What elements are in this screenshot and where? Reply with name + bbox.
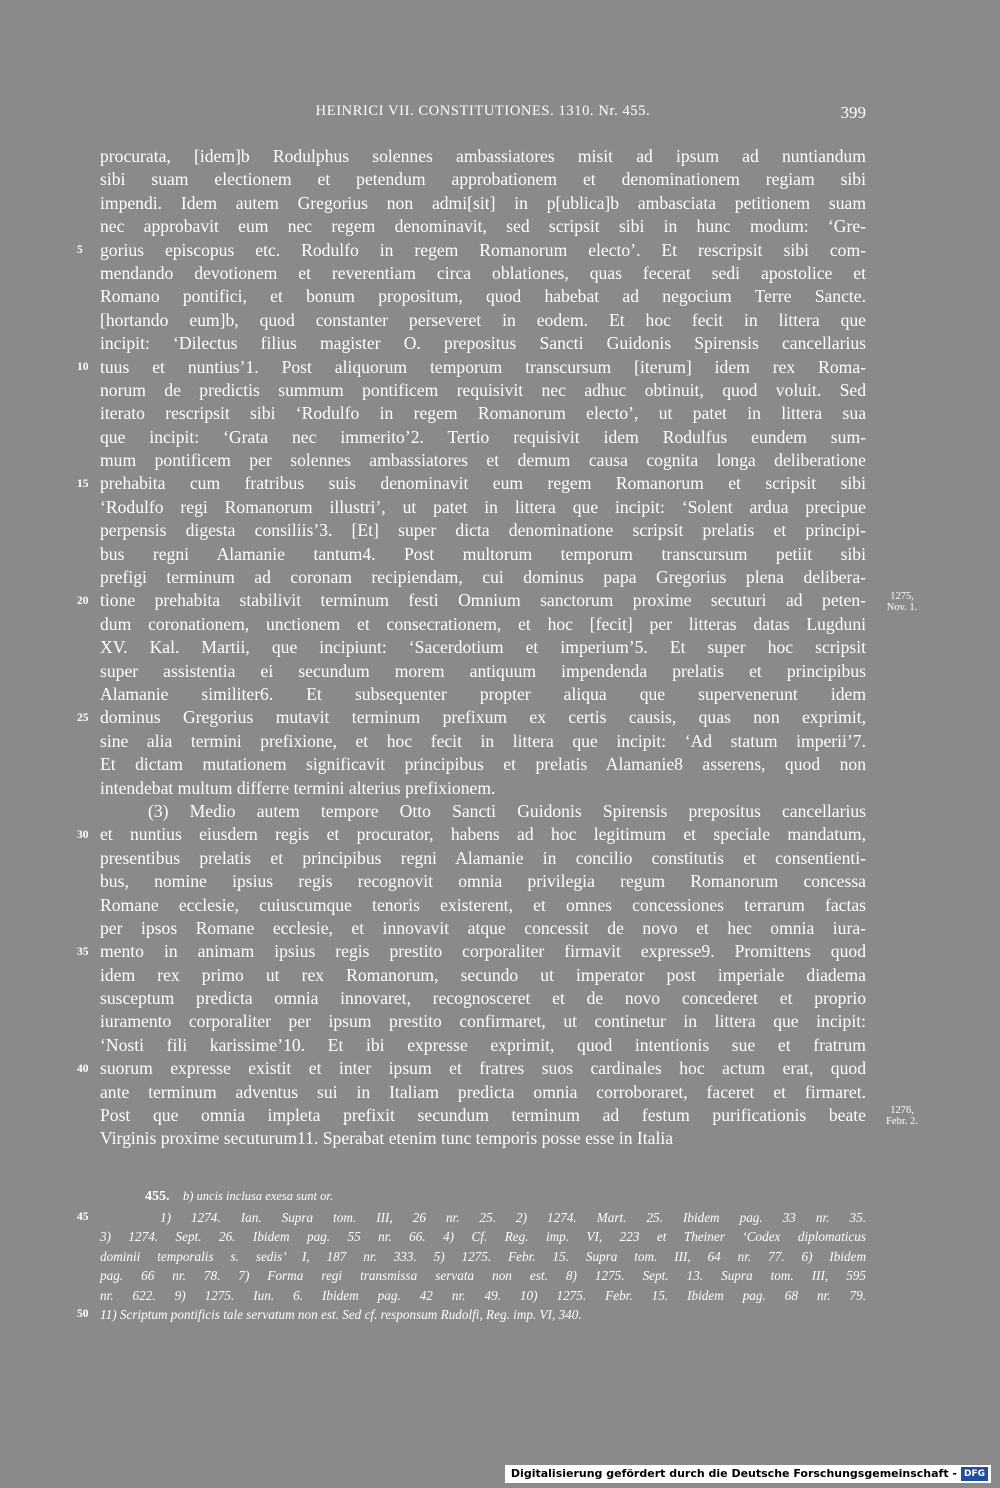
text-line: mum pontificem per solennes ambassiatores et demum causa cognita longa deliberatione — [100, 450, 866, 471]
footnote-line: nr. 622. 9) 1275. Iun. 6. Ibidem pag. 42 nr. 49. 10) 1275. Febr. 15. Ibidem pag. 68 nr. 79. — [100, 1287, 866, 1303]
text-line: super assistentia ei secundum morem antiquum impendenda prelatis et principibus — [100, 660, 866, 681]
footnote-line-number: 50 — [77, 1308, 89, 1320]
text-line: sibi suam electionem et petendum approbationem et denominationem regiam sibi — [100, 169, 866, 190]
text-line: presentibus prelatis et principibus regni Alamanie in concilio constitutis et consentienti- — [100, 847, 866, 868]
footnote-line-number: 45 — [77, 1211, 89, 1223]
margin-note-date: Febr. 2. — [886, 1116, 918, 1128]
line-number: 10 — [77, 360, 89, 373]
margin-note-year: 1275, — [890, 590, 914, 602]
text-line: Alamanie similiter6. Et subsequenter propter aliqua que supervenerunt idem — [100, 683, 866, 704]
line-number: 40 — [77, 1062, 89, 1075]
text-line: mendando devotionem et reverentiam circa oblationes, quas fecerat sedi apostolice et — [100, 262, 866, 283]
text-line: suorum expresse existit et inter ipsum et fratres suos cardinales hoc actum erat, quod — [100, 1058, 866, 1079]
text-line: per ipsos Romane ecclesie, et innovavit atque concessit de novo et hec omnia iura- — [100, 917, 866, 938]
page-header — [100, 99, 866, 127]
text-line: intendebat multum differre termini alterius prefixionem. — [100, 777, 496, 798]
text-line: dominus Gregorius mutavit terminum prefixum ex certis causis, quas non exprimit, — [100, 707, 866, 728]
text-line: norum de predictis summum pontificem requisivit nec adhuc obtinuit, quod voluit. Sed — [100, 379, 866, 400]
text-line: prehabita cum fratribus suis denominavit eum regem Romanorum et scripsit sibi — [100, 473, 866, 494]
dfg-logo: DFG — [961, 1467, 988, 1481]
line-number: 15 — [77, 477, 89, 490]
text-line: dum coronationem, unctionem et consecrationem, et hoc [fecit] per litteras datas Lugduni — [100, 613, 866, 634]
footnote-note-b: b) uncis inclusa exesa sunt or. — [183, 1189, 333, 1203]
text-line: [hortando eum]b, quod constanter perseveret in eodem. Et hoc fecit in littera que — [100, 309, 866, 330]
text-line: impendi. Idem autem Gregorius non admi[sit] in p[ublica]b ambasciata petitionem suam — [100, 192, 866, 213]
footnotes — [100, 1184, 866, 1324]
running-title: HEINRICI VII. CONSTITUTIONES. 1310. Nr. 455. — [315, 103, 651, 119]
text-line: mento in animam ipsius regis prestito corporaliter firmavit expresse9. Promittens quod — [100, 941, 866, 962]
line-number: 25 — [77, 711, 89, 724]
line-number: 20 — [77, 594, 89, 607]
text-line: Romano pontifici, et bonum propositum, quod habebat ad negocium Terre Sancte. — [100, 286, 866, 307]
text-line: XV. Kal. Martii, que incipiunt: ‘Sacerdotium et imperium’5. Et super hoc scripsit — [100, 637, 866, 658]
main-text — [100, 145, 866, 1151]
line-number: 35 — [77, 945, 89, 958]
text-line: ‘Nosti fili karissime’10. Et ibi expresse exprimit, quod intentionis sue et fratrum — [100, 1034, 866, 1055]
footnote-line: 1) 1274. Ian. Supra tom. III, 26 nr. 25. 2) 1274. Mart. 25. Ibidem pag. 33 nr. 35. — [160, 1210, 866, 1225]
text-line: incipit: ‘Dilectus filius magister O. prepositus Sancti Guidonis Spirensis cancellarius — [100, 333, 866, 354]
margin-date-note — [878, 591, 926, 613]
funding-footer — [505, 1465, 991, 1483]
text-line: Virginis proxime secuturum11. Sperabat etenim tunc temporis posse esse in Italia — [100, 1128, 674, 1149]
text-line: Romane ecclesie, cuiuscumque tenoris existerent, et omnes concessiones terrarum factas — [100, 894, 866, 915]
line-number: 5 — [77, 243, 83, 256]
text-line: ‘Rodulfo regi Romanorum illustri’, ut patet in littera que incipit: ‘Solent ardua precipue — [100, 496, 866, 517]
text-line: iterato rescripsit sibi ‘Rodulfo in regem Romanorum electo’, ut patet in littera sua — [100, 403, 866, 424]
footnote-line: pag. 66 nr. 78. 7) Forma regi transmissa servata non est. 8) 1275. Sept. 13. Supra tom. III, 595 — [100, 1268, 866, 1284]
text-line: nec approbavit eum nec regem denominavit, sed scripsit sibi in hunc modum: ‘Gre- — [100, 216, 866, 237]
footer-text: Digitalisierung gefördert durch die Deutsche Forschungsgemeinschaft - — [510, 1467, 957, 1480]
text-line: gorius episcopus etc. Rodulfo in regem Romanorum electo’. Et rescripsit sibi com- — [100, 239, 866, 260]
text-line: iuramento corporaliter per ipsum prestito confirmaret, ut continetur in littera que incipit: — [100, 1011, 866, 1032]
text-line: Post que omnia impleta prefixit secundum terminum ad festum purificationis beate — [100, 1105, 866, 1126]
footnote-doc-number: 455. — [145, 1189, 170, 1204]
text-line: perpensis digesta consiliis’3. [Et] super dicta denominatione scripsit prelatis et principi- — [100, 520, 866, 541]
text-line: bus regni Alamanie tantum4. Post multorum temporum transcursum petiit sibi — [100, 543, 866, 564]
text-line: sine alia termini prefixione, et hoc fecit in littera que incipit: ‘Ad statum imperii’7. — [100, 730, 866, 751]
text-line: (3) Medio autem tempore Otto Sancti Guidonis Spirensis prepositus cancellarius — [148, 800, 866, 821]
margin-note-year: 1276, — [890, 1105, 914, 1117]
text-line: susceptum predicta omnia innovaret, recognosceret et de novo concederet et proprio — [100, 988, 866, 1009]
text-line: tuus et nuntius’1. Post aliquorum temporum transcursum [iterum] idem rex Roma- — [100, 356, 866, 377]
text-line: ante terminum adventus sui in Italiam predicta omnia corroboraret, faceret et firmaret. — [100, 1081, 866, 1102]
text-line: prefigi terminum ad coronam recipiendam, cui dominus papa Gregorius plena delibera- — [100, 567, 866, 588]
text-line: Et dictam mutationem significavit principibus et prelatis Alamanie8 asserens, quod non — [100, 754, 866, 775]
footnote-line: dominii temporalis s. sedis’ I, 187 nr. 333. 5) 1275. Febr. 15. Supra tom. III, 64 nr. 77. 6) Ibidem — [100, 1248, 866, 1264]
text-line: idem rex primo ut rex Romanorum, secundo ut imperator post imperiale diadema — [100, 964, 866, 985]
footnote-line: 11) Scriptum pontificis tale servatum non est. Sed cf. responsum Rudolfi, Reg. imp. VI, 340. — [100, 1306, 582, 1322]
margin-note-date: Nov. 1. — [886, 601, 918, 613]
text-line: tione prehabita stabilivit terminum festi Omnium sanctorum proxime secuturi ad peten- — [100, 590, 866, 611]
text-line: bus, nomine ipsius regis recognovit omnia privilegia regum Romanorum concessa — [100, 871, 866, 892]
page-number: 399 — [840, 103, 866, 122]
text-line: que incipit: ‘Grata nec immerito’2. Tertio requisivit idem Rodulfus eundem sum- — [100, 426, 866, 447]
footnote-line: 3) 1274. Sept. 26. Ibidem pag. 55 nr. 66. 4) Cf. Reg. imp. VI, 223 et Theiner ‘Codex diplomaticus — [100, 1229, 866, 1245]
text-line: procurata, [idem]b Rodulphus solennes ambassiatores misit ad ipsum ad nuntiandum — [100, 146, 866, 166]
text-line: et nuntius eiusdem regis et procurator, habens ad hoc legitimum et speciale mandatum, — [100, 824, 866, 845]
footnote-lines — [100, 1208, 866, 1324]
margin-date-note — [878, 1105, 926, 1127]
line-number: 30 — [77, 828, 89, 841]
footnote-header — [100, 1184, 866, 1208]
